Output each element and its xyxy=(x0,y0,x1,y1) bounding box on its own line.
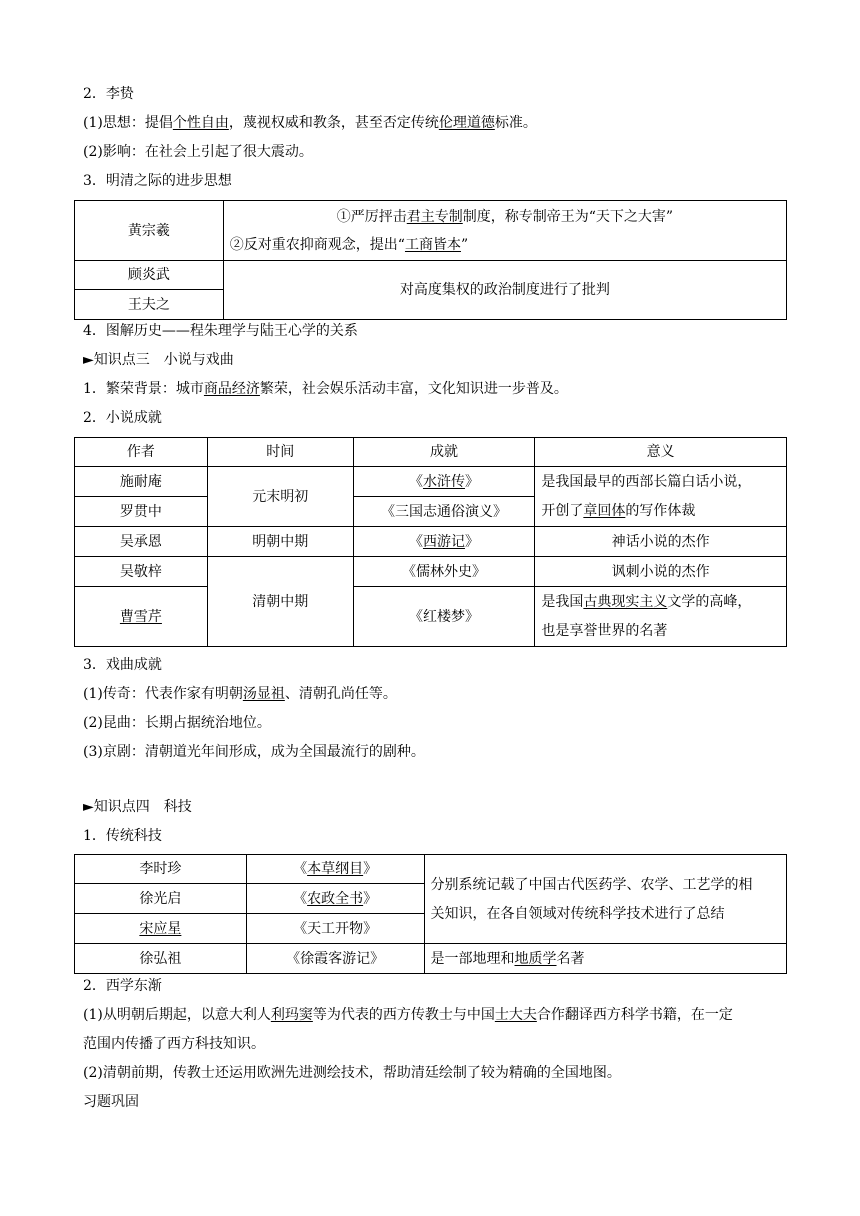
header-author: 作者 xyxy=(75,438,208,467)
cell-qingzhong: 清朝中期 xyxy=(207,557,353,647)
cell-luo: 罗贯中 xyxy=(75,497,208,527)
cell-sig-rulin: 讽刺小说的杰作 xyxy=(535,557,787,587)
cell-xu-guangqi: 徐光启 xyxy=(75,884,247,914)
header-achievement: 成就 xyxy=(353,438,535,467)
cell-sig-zhanghui xyxy=(535,467,787,527)
science-desc-line-2: 关知识，在各自领域对传统科学技术进行了总结 xyxy=(430,905,725,922)
cell-wang: 王夫之 xyxy=(75,290,224,320)
cell-shi: 施耐庵 xyxy=(75,467,208,497)
cell-yuanmo: 元末明初 xyxy=(207,467,353,527)
cell-cao: 曹雪芹 xyxy=(75,587,208,647)
cell-gu: 顾炎武 xyxy=(75,261,224,290)
chuanqi: (1)传奇：代表作家有明朝汤显祖、清朝孔尚任等。 xyxy=(83,686,397,702)
cell-tiangong: 《天工开物》 xyxy=(246,914,424,944)
science-desc-line-1: 分别系统记载了中国古代医药学、农学、工艺学的相 xyxy=(430,876,753,893)
knowledge-point-3-title: ►知识点三 小说与戏曲 xyxy=(83,352,234,368)
li-zhi-impact: (2)影响：在社会上引起了很大震动。 xyxy=(83,144,313,160)
xixue-1a: (1)从明朝后期起，以意大利人利玛窦等为代表的西方传教士与中国士大夫合作翻译西方科学书籍，在一定 xyxy=(83,1007,733,1023)
sig-line-2: 开创了章回体的写作体裁 xyxy=(541,503,696,519)
section-xixue: 2．西学东渐 xyxy=(83,978,162,994)
cell-science-desc xyxy=(424,855,786,944)
section-xiaoshuo: 2．小说成就 xyxy=(83,410,162,426)
section-chuantong: 1．传统科技 xyxy=(83,828,162,844)
cell-li-shizhen: 李时珍 xyxy=(75,855,247,884)
section-mingqing: 3．明清之际的进步思想 xyxy=(83,173,232,189)
cell-sig-honglou xyxy=(535,587,787,647)
header-significance: 意义 xyxy=(535,438,787,467)
cell-nongzheng: 《农政全书》 xyxy=(246,884,424,914)
huang-point-2: ②反对重农抑商观念，提出“工商皆本” xyxy=(229,236,469,253)
cell-xiyou: 《西游记》 xyxy=(353,527,535,557)
science-table xyxy=(74,854,787,974)
fiction-background: 1．繁荣背景：城市商品经济繁荣，社会娱乐活动丰富，文化知识进一步普及。 xyxy=(83,381,568,397)
cell-gu-wang-desc: 对高度集权的政治制度进行了批判 xyxy=(223,261,786,320)
knowledge-point-4-title: ►知识点四 科技 xyxy=(83,799,192,815)
xixue-2: (2)清朝前期，传教士还运用欧洲先进测绘技术，帮助清廷绘制了较为精确的全国地图。 xyxy=(83,1065,621,1081)
cell-wu-jingzi: 吴敬梓 xyxy=(75,557,208,587)
sig-honglou-line-2: 也是享誉世界的名著 xyxy=(541,623,668,639)
li-zhi-thought: (1)思想：提倡个性自由，蔑视权威和教条，甚至否定传统伦理道德标准。 xyxy=(83,115,537,131)
novels-table xyxy=(74,437,787,647)
cell-geo-desc: 是一部地理和地质学名著 xyxy=(424,944,786,974)
cell-sig-xiyou: 神话小说的杰作 xyxy=(535,527,787,557)
exercise-heading: 习题巩固 xyxy=(83,1094,139,1110)
cell-xu-hongzu: 徐弘祖 xyxy=(75,944,247,974)
cell-rulin: 《儒林外史》 xyxy=(353,557,535,587)
sig-line-1: 是我国最早的西部长篇白话小说， xyxy=(541,474,752,490)
cell-sanguo: 《三国志通俗演义》 xyxy=(353,497,535,527)
section-xiqu: 3．戏曲成就 xyxy=(83,657,162,673)
cell-song-yingxing: 宋应星 xyxy=(75,914,247,944)
kunqu: (2)昆曲：长期占据统治地位。 xyxy=(83,715,271,731)
xixue-1b: 范围内传播了西方科技知识。 xyxy=(83,1036,265,1052)
cell-mingzhong: 明朝中期 xyxy=(207,527,353,557)
cell-xiake: 《徐霞客游记》 xyxy=(246,944,424,974)
huang-point-1: ①严厉抨击君主专制制度，称专制帝王为“天下之大害” xyxy=(336,208,674,225)
section-tujie: 4．图解历史——程朱理学与陆王心学的关系 xyxy=(83,323,358,339)
cell-shuihu: 《水浒传》 xyxy=(353,467,535,497)
cell-bencao: 《本草纲目》 xyxy=(246,855,424,884)
cell-huang-desc xyxy=(223,201,786,261)
cell-honglou: 《红楼梦》 xyxy=(353,587,535,647)
sig-honglou-line-1: 是我国古典现实主义文学的高峰， xyxy=(541,594,752,610)
cell-huang: 黄宗羲 xyxy=(75,201,224,261)
header-time: 时间 xyxy=(207,438,353,467)
thinkers-table xyxy=(74,200,787,320)
jingju: (3)京剧：清朝道光年间形成，成为全国最流行的剧种。 xyxy=(83,744,425,760)
cell-wu-chengen: 吴承恩 xyxy=(75,527,208,557)
section-li-zhi: 2．李贽 xyxy=(83,86,134,102)
